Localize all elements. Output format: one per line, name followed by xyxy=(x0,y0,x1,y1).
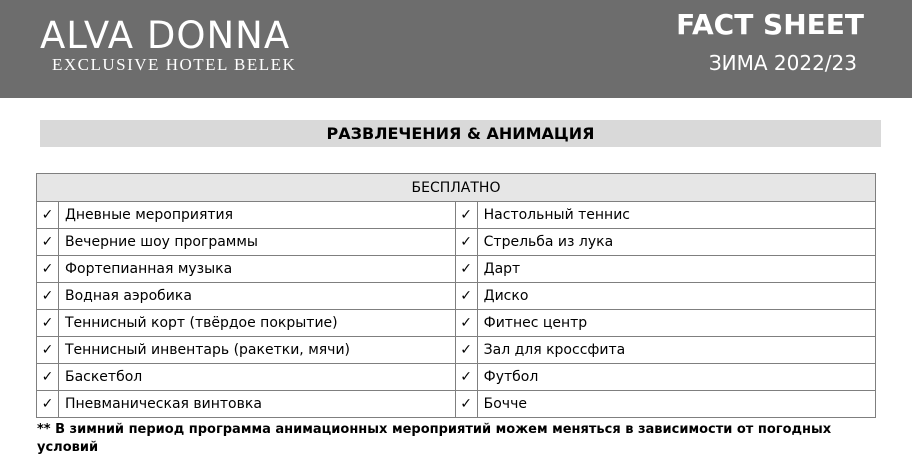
service-item-right: Настольный теннис xyxy=(477,202,875,229)
service-item-left: Дневные мероприятия xyxy=(58,202,455,229)
check-icon: ✓ xyxy=(455,364,477,391)
check-icon: ✓ xyxy=(455,391,477,418)
check-icon: ✓ xyxy=(455,310,477,337)
table-row xyxy=(37,364,876,391)
check-icon: ✓ xyxy=(37,229,59,256)
check-icon: ✓ xyxy=(455,337,477,364)
table-row xyxy=(37,391,876,418)
service-item-right: Бочче xyxy=(477,391,875,418)
check-icon: ✓ xyxy=(37,202,59,229)
check-icon: ✓ xyxy=(455,202,477,229)
service-item-left: Фортепианная музыка xyxy=(58,256,455,283)
service-item-left: Теннисный инвентарь (ракетки, мячи) xyxy=(58,337,455,364)
table-row xyxy=(37,337,876,364)
service-item-right: Зал для кроссфита xyxy=(477,337,875,364)
service-item-left: Пневманическая винтовка xyxy=(58,391,455,418)
table-header: БЕСПЛАТНО xyxy=(37,174,876,202)
service-item-left: Водная аэробика xyxy=(58,283,455,310)
service-item-right: Диско xyxy=(477,283,875,310)
fact-sheet-title: FACT SHEET xyxy=(676,8,864,41)
services-table xyxy=(36,173,876,418)
season-label: ЗИМА 2022/23 xyxy=(708,51,857,75)
table-row xyxy=(37,283,876,310)
hotel-logo-subtitle: EXCLUSIVE HOTEL BELEK xyxy=(52,55,297,74)
service-item-left: Баскетбол xyxy=(58,364,455,391)
check-icon: ✓ xyxy=(37,364,59,391)
service-item-right: Футбол xyxy=(477,364,875,391)
check-icon: ✓ xyxy=(37,310,59,337)
check-icon: ✓ xyxy=(455,283,477,310)
check-icon: ✓ xyxy=(37,337,59,364)
service-item-right: Стрельба из лука xyxy=(477,229,875,256)
table-row xyxy=(37,229,876,256)
check-icon: ✓ xyxy=(37,391,59,418)
header-banner xyxy=(0,0,912,98)
service-item-left: Теннисный корт (твёрдое покрытие) xyxy=(58,310,455,337)
check-icon: ✓ xyxy=(37,256,59,283)
table-header-row xyxy=(37,174,876,202)
service-item-right: Фитнес центр xyxy=(477,310,875,337)
table-row xyxy=(37,202,876,229)
section-title: РАЗВЛЕЧЕНИЯ & АНИМАЦИЯ xyxy=(40,120,881,147)
service-item-left: Вечерние шоу программы xyxy=(58,229,455,256)
check-icon: ✓ xyxy=(455,256,477,283)
check-icon: ✓ xyxy=(37,283,59,310)
service-item-right: Дарт xyxy=(477,256,875,283)
table-row xyxy=(37,256,876,283)
hotel-logo: ALVA DONNA xyxy=(40,14,291,57)
check-icon: ✓ xyxy=(455,229,477,256)
table-row xyxy=(37,310,876,337)
footnote: ** В зимний период программа анимационных мероприятий можем меняться в зависимости от погодных условий xyxy=(37,422,832,455)
